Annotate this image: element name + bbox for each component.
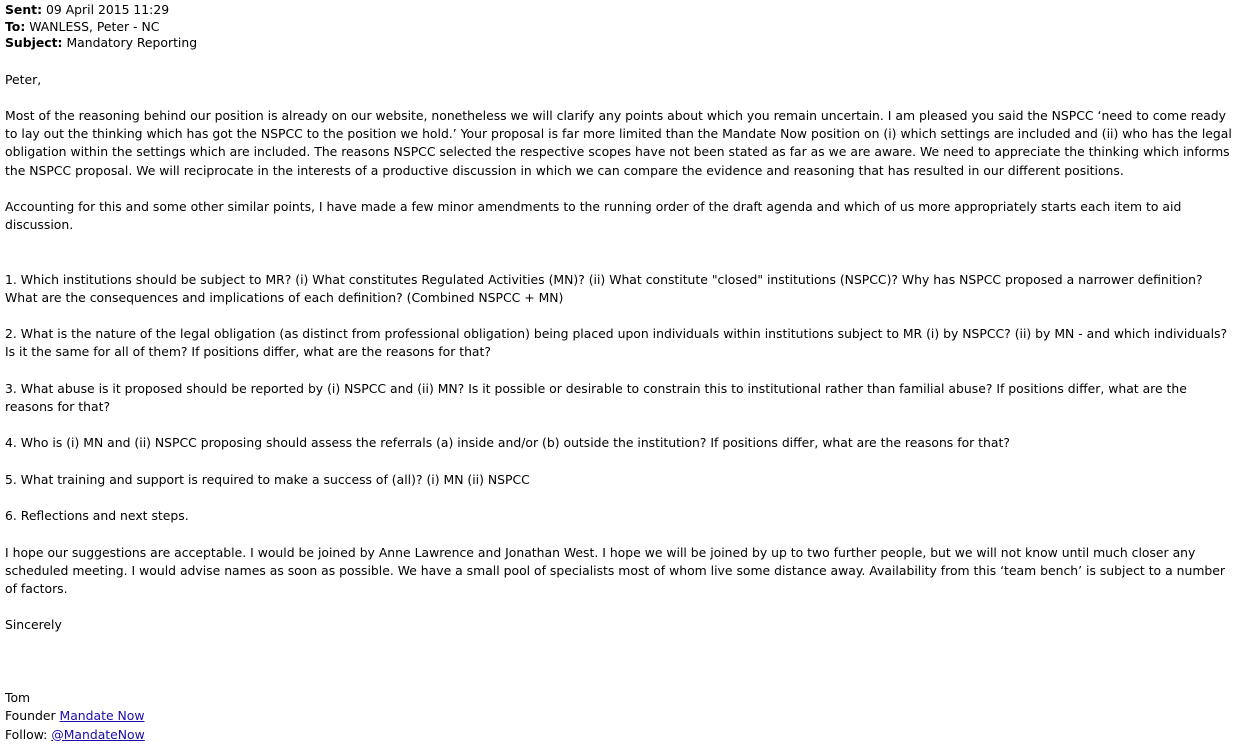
signature-name: Tom [5, 690, 31, 706]
agenda-item: 1. Which institutions should be subject to MR? (i) What constitutes Regulated Activities (MN)? (ii) What constitute "closed" institutions (NSPCC)? Why has NSPCC proposed a narrower definition? What are the consequences and implications of each definition? (Combined NSPCC + MN) [5, 271, 1203, 305]
greeting: Peter, [5, 71, 42, 87]
agenda-item: 4. Who is (i) MN and (ii) NSPCC proposing should assess the referrals (a) inside and/or (b) outside the institution? If positions differ, what are the reasons for that? [5, 435, 1010, 451]
to-line [5, 19, 1234, 36]
signature-founder-line [5, 707, 1234, 725]
to-value: WANLESS, Peter - NC [29, 18, 160, 34]
subject-line [5, 35, 1234, 52]
agenda-item: 5. What training and support is required to make a success of (all)? (i) MN (ii) NSPCC [5, 471, 530, 487]
agenda-item: 3. What abuse is it proposed should be reported by (i) NSPCC and (ii) MN? Is it possible or desirable to constrain this to institutional rather than familial abuse? If positions differ, what are the reasons for that? [5, 380, 1187, 415]
to-label: To: [5, 18, 26, 34]
sent-label: Sent: [5, 2, 43, 17]
agenda-item: 6. Reflections and next steps. [5, 508, 189, 524]
sent-value: 09 April 2015 11:29 [45, 2, 170, 17]
founder-label: Founder [5, 708, 60, 724]
twitter-handle-link[interactable]: @MandateNow [51, 726, 145, 742]
subject-value: Mandatory Reporting [66, 35, 198, 50]
sent-line [5, 2, 1234, 19]
paragraph-intro: Most of the reasoning behind our position is already on our website, nonetheless we will clarify any points about which you remain uncertain. I am pleased you said the NSPCC ‘need to come ready to lay out the thinking which has got the NSPCC to the position we hold.’ Your proposal is far more limited than the Mandate Now position on (i) which settings are included and (ii) who has the legal obligation within the settings which are included. The reasons NSPCC selected the respective scopes have not been stated as far as we are aware. We need to appreciate the thinking which informs the NSPCC proposal. We will reciprocate in the interests of a productive discussion in which we can compare the evidence and reasoning that has resulted in our different positions. [5, 107, 1232, 178]
closing: Sincerely [5, 617, 62, 633]
mandate-now-link[interactable]: Mandate Now [59, 708, 145, 724]
signature-follow-line [5, 726, 1234, 744]
paragraph-attendees: I hope our suggestions are acceptable. I would be joined by Anne Lawrence and Jonathan West. I hope we will be joined by up to two further people, but we will not know until much closer any scheduled meeting. I would advise names as soon as possible. We have a small pool of specialists most of whom live some distance away. Availability from this ‘team bench’ is subject to a number of factors. [5, 544, 1225, 597]
agenda-item: 2. What is the nature of the legal obligation (as distinct from professional obligation) being placed upon individuals within institutions subject to MR (i) by NSPCC? (ii) by MN - and which individuals? Is it the same for all of them? If positions differ, what are the reasons for that? [5, 326, 1228, 360]
follow-label: Follow: [5, 726, 52, 742]
subject-label: Subject: [5, 35, 63, 50]
paragraph-agenda-note: Accounting for this and some other similar points, I have made a few minor amendments to the running order of the draft agenda and which of us more appropriately starts each item to aid discussion. [5, 198, 1182, 233]
